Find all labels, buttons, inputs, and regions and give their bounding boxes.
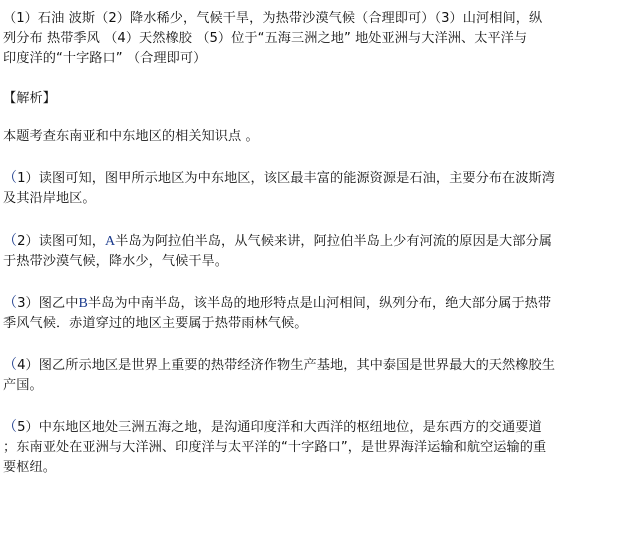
item-3-paren: （ — [3, 296, 18, 311]
item-2-line-2: 于热带沙漠气候，降水少，气候干旱。 — [3, 254, 229, 269]
item-2-line-1 — [3, 233, 552, 251]
item-5-line-2: ；东南亚处在亚洲与大洋洲、印度洋与太平洋的“十字路口”，是世界海洋运输和航空运输的重 — [3, 440, 547, 455]
item-5-paren: （ — [3, 420, 18, 435]
answer-line-3: 印度洋的“十字路口” （合理即可） — [3, 51, 207, 66]
item-1-line-2: 及其沿岸地区。 — [3, 191, 96, 206]
item-4-line-1 — [3, 357, 555, 375]
item-1-paren: （ — [3, 171, 18, 186]
item-5-line-3: 要枢纽。 — [3, 460, 56, 475]
item-3-text-pre: 3）图乙中 — [17, 296, 79, 311]
item-1-text-a: 1）读图可知，图甲所示地区为中东地区，该区最丰富的能源资源是石油，主要分布在波斯湾 — [17, 171, 555, 186]
item-3-line-2: 季风气候．赤道穿过的地区主要属于热带雨林气候。 — [3, 316, 308, 331]
analysis-heading: 【解析】 — [3, 91, 56, 106]
item-4-paren: （ — [3, 358, 18, 373]
answer-line-1: （1）石油 波斯（2）降水稀少，气候干旱，为热带沙漠气候（合理即可）（3）山河相间，纵 — [3, 11, 543, 26]
item-2-text-pre: 2）读图可知， — [17, 234, 105, 249]
item-1-line-1 — [3, 170, 555, 188]
item-3-letter: B — [78, 296, 88, 311]
item-5-text-a: 5）中东地区地处三洲五海之地，是沟通印度洋和大西洋的枢纽地位，是东西方的交通要道 — [17, 420, 542, 435]
item-2-paren: （ — [3, 234, 18, 249]
item-4-text-a: 4）图乙所示地区是世界上重要的热带经济作物生产基地，其中泰国是世界最大的天然橡胶生 — [17, 358, 555, 373]
intro-text: 本题考查东南亚和中东地区的相关知识点 。 — [3, 129, 259, 144]
item-3-line-1 — [3, 295, 551, 313]
item-3-text-post: 半岛为中南半岛，该半岛的地形特点是山河相间，纵列分布，绝大部分属于热带 — [87, 296, 552, 311]
answer-line-2: 列分布 热带季风 （4）天然橡胶 （5）位于“五海三洲之地” 地处亚洲与大洋洲、太平洋与 — [3, 31, 528, 46]
item-4-line-2: 产国。 — [3, 378, 43, 393]
item-5-line-1 — [3, 419, 542, 437]
item-2-letter: A — [104, 234, 116, 249]
item-2-text-post: 半岛为阿拉伯半岛，从气候来讲，阿拉伯半岛上少有河流的原因是大部分属 — [115, 234, 552, 249]
